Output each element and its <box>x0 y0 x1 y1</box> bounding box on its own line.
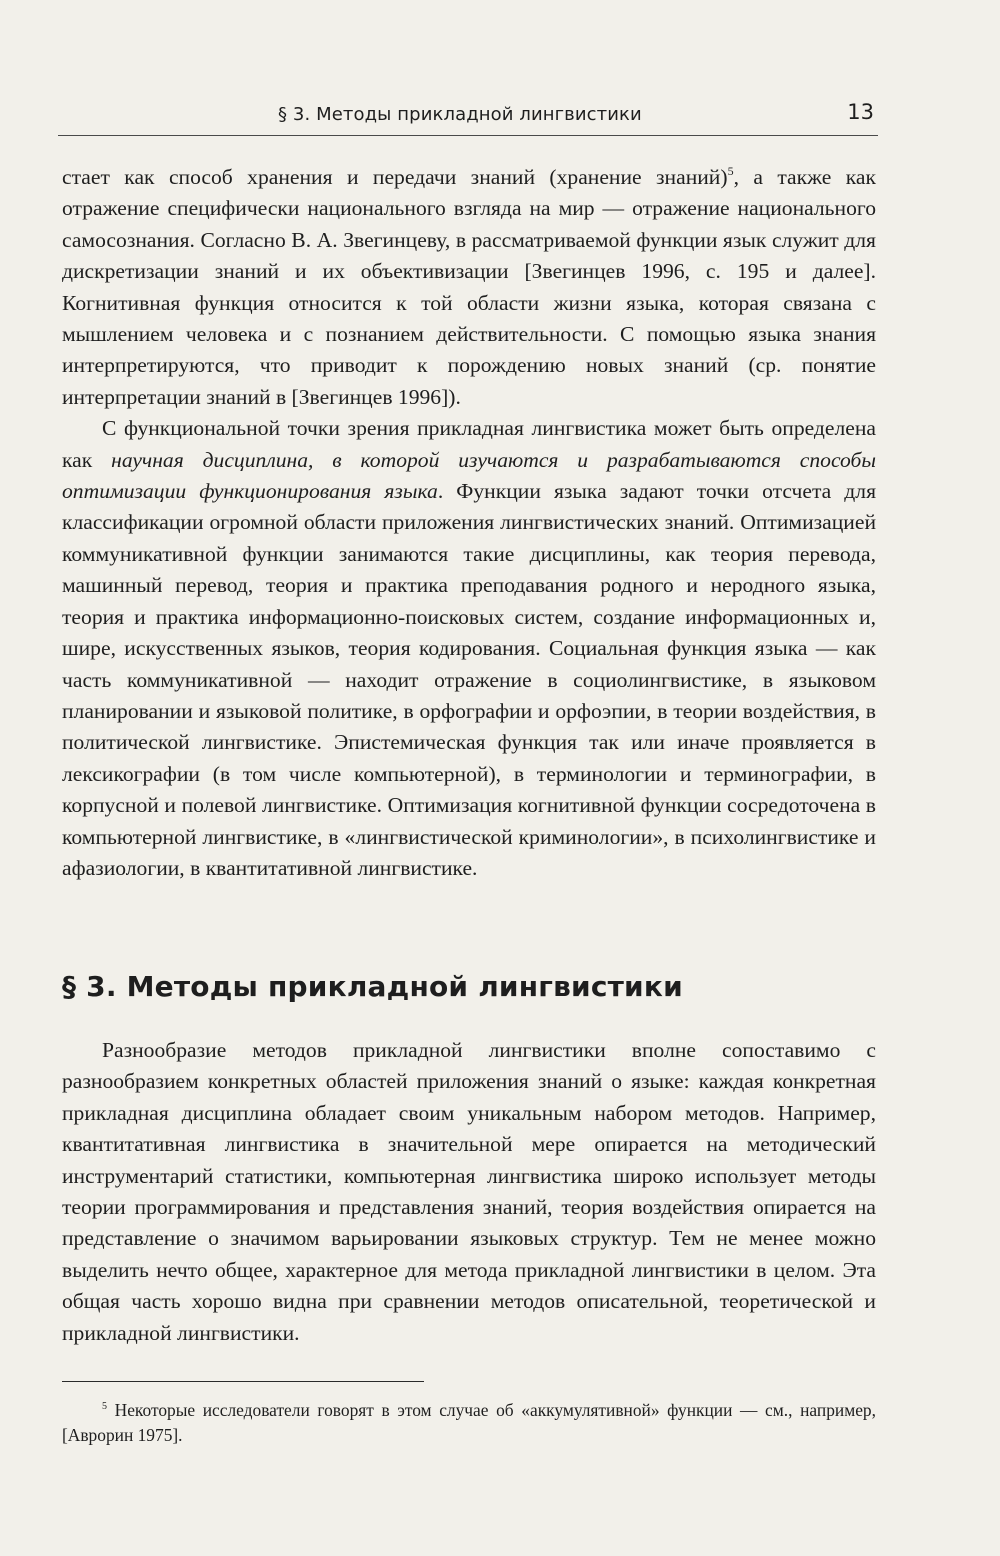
running-header <box>58 96 878 136</box>
paragraph-1-part-2: , а также как отражение специфически национального взгляда на мир — отражение национального самосознания. Согласно В. А. Звегинцеву, в рассматриваемой функции язык служит для дискретизации знаний и их объективизации [Звегинцев 1996, с. 195 и далее]. Когнитивная функция относится к той области жизни языка, которая связана с мышлением человека и с познанием действительности. С помощью языка знания интерпретируются, что приводит к порождению новых знаний (ср. понятие интерпретации знаний в [Звегинцев 1996]). <box>62 165 876 409</box>
paragraph-functional-definition <box>62 413 876 884</box>
section-heading: § 3. Методы прикладной лингвистики <box>62 970 683 1003</box>
paragraph-continued <box>62 162 876 413</box>
paragraph-1-part-1: стает как способ хранения и передачи знаний (хранение знаний) <box>62 165 728 189</box>
page-number: 13 <box>847 100 874 124</box>
section-paragraph: Разнообразие методов прикладной лингвистики вполне сопоставимо с разнообразием конкретных областей приложения знаний о языке: каждая конкретная прикладная дисциплина обладает своим уникальным набором методов. Например, квантитативная лингвистика в значительной мере опирается на методический инструментарий статистики, компьютерная лингвистика широко использует методы теории программирования и представления знаний, теория воздействия опирается на представление о значимом варьировании языковых структур. Тем не менее можно выделить нечто общее, характерное для метода прикладной лингвистики в целом. Эта общая часть хорошо видна при сравнении методов описательной, теоретической и прикладной лингвистики. <box>62 1038 876 1345</box>
header-rule <box>58 135 878 136</box>
footnote-rule <box>62 1381 424 1382</box>
paragraph-2-part-1: С функциональной точки зрения прикладная лингвистика может быть определена как <box>62 416 876 472</box>
running-title: § 3. Методы прикладной лингвистики <box>278 104 642 125</box>
body-text <box>62 162 876 884</box>
definition-italic: научная дисциплина, в которой изучаются и разрабатываются способы оптимизации функционирования языка <box>62 447 876 504</box>
footnote-text: Некоторые исследователи говорят в этом случае об «аккумулятивной» функции — см., например, [Аврорин 1975]. <box>62 1400 876 1445</box>
footnote <box>62 1398 876 1448</box>
footnote-reference: 5 <box>727 164 734 178</box>
paragraph-2-part-2: . Функции языка задают точки отсчета для классификации огромной области приложения лингвистических знаний. Оптимизацией коммуникативной функции занимаются такие дисциплины, как теория перевода, машинный перевод, теория и практика преподавания родного и неродного языка, теория и практика информационно-поисковых систем, создание информационных и, шире, искусственных языков, теория кодирования. Социальная функция языка — как часть коммуникативной — находит отражение в социолингвистике, в языковом планировании и языковой политике, в орфографии и орфоэпии, в теории воздействия, в политической лингвистике. Эпистемическая функция так или иначе проявляется в лексикографии (в том числе компьютерной), в терминологии и терминографии, в корпусной и полевой лингвистике. Оптимизация когнитивной функции сосредоточена в компьютерной лингвистике, в «лингвистической криминологии», в психолингвистике и афазиологии, в квантитативной лингвистике. <box>62 479 876 880</box>
footnote-marker: 5 <box>102 1401 107 1412</box>
